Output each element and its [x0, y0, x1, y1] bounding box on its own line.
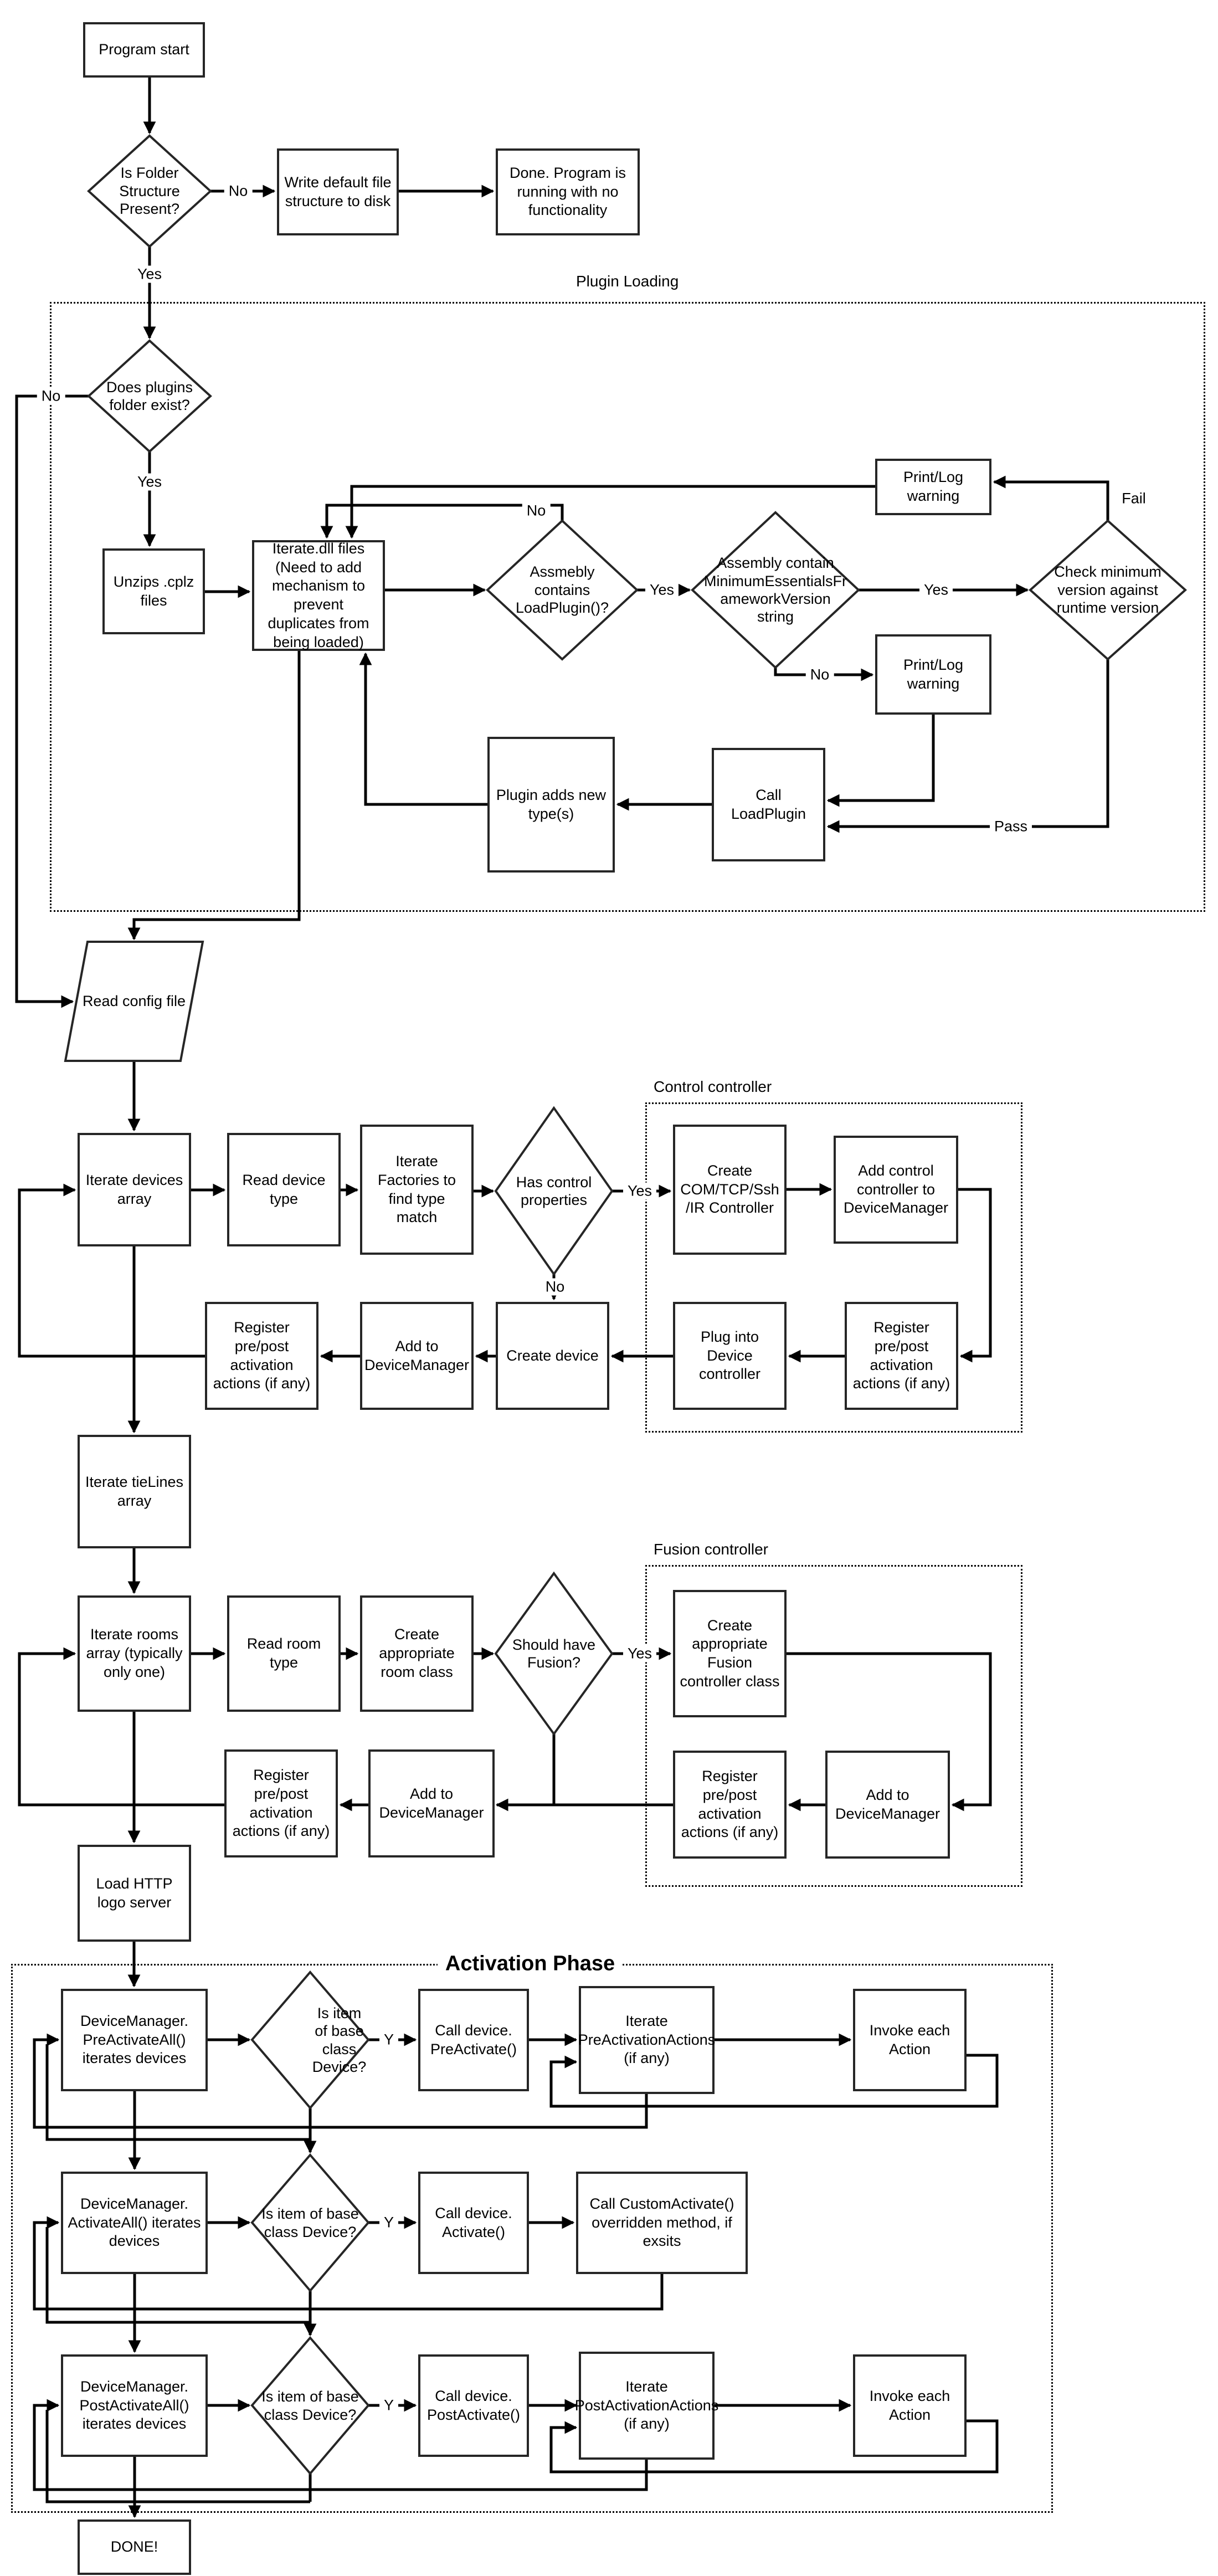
edge-label-hascontrol-yes: Yes [623, 1183, 656, 1200]
node-call-loadplugin: Call LoadPlugin [712, 748, 825, 861]
edge-plugins-no-loop [17, 396, 89, 1002]
node-devicemanager-preactivateall: DeviceManager. PreActivateAll() iterates devices [61, 1989, 208, 2091]
edge-label-checkver-pass: Pass [990, 818, 1032, 835]
node-iterate-rooms: Iterate rooms array (typically only one) [78, 1595, 191, 1712]
edge-label-plugins-yes: Yes [133, 474, 166, 491]
edge-label-minver-yes: Yes [919, 582, 953, 599]
shape-should-fusion-diamond [496, 1573, 612, 1734]
node-unzip-cplz: Unzips .cplz files [102, 548, 205, 634]
edge-addtypes-return [366, 654, 487, 804]
node-register-prepost-control: Register pre/post activation actions (if any) [845, 1302, 958, 1410]
edge-label-base3-y: Y [379, 2397, 398, 2414]
edge-label-folder-no: No [224, 183, 253, 200]
shape-assembly-minver-diamond [692, 512, 859, 668]
node-iterate-tielines: Iterate tieLines array [78, 1435, 191, 1548]
shape-assembly-loadplugin-diamond [487, 521, 637, 659]
node-read-device-type: Read device type [227, 1133, 341, 1246]
edge-iterdll-to-readcfg [134, 651, 299, 939]
edge-label-hascontrol-no: No [541, 1279, 569, 1296]
node-create-room-class: Create appropriate room class [360, 1595, 474, 1712]
node-register-prepost-fusion: Register pre/post activation actions (if any) [673, 1751, 787, 1859]
node-create-com-controller: Create COM/TCP/Ssh /IR Controller [673, 1125, 787, 1255]
shape-folder-check-diamond [89, 136, 210, 247]
shape-check-minver-diamond [1030, 521, 1185, 659]
node-create-device: Create device [496, 1302, 609, 1410]
node-done-no-functionality: Done. Program is running with no functionality [496, 148, 640, 235]
node-invoke-each-action-3: Invoke each Action [853, 2354, 967, 2457]
edge-warn1-return [352, 486, 875, 537]
node-iterate-preactivationactions: Iterate PreActivationActions (if any) [579, 1986, 715, 2094]
shape-has-control-diamond [496, 1108, 612, 1274]
node-print-log-warning-2: Print/Log warning [875, 634, 991, 715]
group-label-control-controller: Control controller [654, 1078, 772, 1095]
label-base1: Is item of base class Device? [312, 2004, 367, 2075]
label-should-fusion: Should have Fusion? [512, 1636, 596, 1671]
node-devicemanager-activateall: DeviceManager. ActivateAll() iterates devices [61, 2172, 208, 2274]
label-has-control: Has control properties [516, 1173, 592, 1208]
node-register-prepost-device: Register pre/post activation actions (if any) [205, 1302, 318, 1410]
edge-label-checkver-fail: Fail [1117, 490, 1150, 507]
label-assembly-loadplugin: Assmebly contains LoadPlugin()? [515, 563, 609, 617]
node-write-default: Write default file structure to disk [277, 148, 399, 235]
label-assembly-minver: Assembly contain MinimumEssentialsFrameworkVersion string [703, 555, 847, 625]
label-check-minver: Check minimum version against runtime version [1054, 563, 1162, 617]
node-iterate-dll: Iterate.dll files (Need to add mechanism to prevent duplicates from being loaded) [252, 540, 385, 651]
shape-base2-diamond [252, 2155, 368, 2291]
node-iterate-factories: Iterate Factories to find type match [360, 1125, 474, 1255]
node-iterate-postactivationactions: Iterate PostActivationActions (if any) [579, 2352, 715, 2460]
edge-label-folder-yes: Yes [133, 266, 166, 283]
node-add-control-controller: Add control controller to DeviceManager [834, 1136, 958, 1244]
node-done: DONE! [78, 2519, 191, 2575]
node-iterate-devices: Iterate devices array [78, 1133, 191, 1246]
group-label-fusion-controller: Fusion controller [654, 1541, 768, 1558]
edge-addctrl-to-regctrl [958, 1189, 990, 1356]
node-call-customactivate: Call CustomActivate() overridden method, if exsits [576, 2172, 748, 2274]
edge-checkver-fail [994, 482, 1108, 521]
node-plugin-adds-types: Plugin adds new type(s) [487, 737, 615, 873]
shape-read-config-parallelogram [65, 942, 203, 1061]
label-base3: Is item of base class Device? [261, 2388, 359, 2423]
edge-label-fusion-yes: Yes [623, 1645, 656, 1662]
label-folder-check: Is Folder Structure Present? [119, 165, 180, 218]
node-load-http-logo-server: Load HTTP logo server [78, 1845, 191, 1942]
node-call-activate: Call device. Activate() [418, 2172, 529, 2274]
node-room-add-to-devicemanager: Add to DeviceManager [368, 1749, 495, 1857]
node-devicemanager-postactivateall: DeviceManager. PostActivateAll() iterates devices [61, 2354, 208, 2457]
shape-base1-diamond [252, 1972, 368, 2108]
label-base2: Is item of base class Device? [261, 2205, 359, 2240]
edge-label-base1-y: Y [379, 2031, 398, 2049]
shape-plugins-exist-diamond [89, 341, 210, 451]
node-plug-into-device-controller: Plug into Device controller [673, 1302, 787, 1410]
node-call-postactivate: Call device. PostActivate() [418, 2354, 529, 2457]
shape-base3-diamond [252, 2338, 368, 2474]
edge-label-plugins-no: No [37, 388, 65, 405]
edge-warn2-to-callload [828, 715, 933, 800]
node-add-to-devicemanager: Add to DeviceManager [360, 1302, 474, 1410]
edge-label-minver-no: No [806, 666, 834, 684]
group-label-activation-phase: Activation Phase [438, 1952, 623, 1976]
edge-label-loadplugin-no: No [522, 502, 551, 520]
label-plugins-exist: Does plugins folder exist? [106, 378, 193, 413]
node-print-log-warning-1: Print/Log warning [875, 459, 991, 515]
node-call-preactivate: Call device. PreActivate() [418, 1989, 529, 2091]
edge-label-loadplugin-yes: Yes [645, 582, 679, 599]
node-register-prepost-room: Register pre/post activation actions (if any) [224, 1749, 338, 1857]
node-program-start: Program start [83, 22, 205, 78]
label-read-config: Read config file [82, 993, 186, 1010]
node-create-fusion-controller: Create appropriate Fusion controller class [673, 1590, 787, 1717]
edge-label-base2-y: Y [379, 2214, 398, 2231]
node-invoke-each-action-1: Invoke each Action [853, 1989, 967, 2091]
node-read-room-type: Read room type [227, 1595, 341, 1712]
node-fusion-add-to-devicemanager: Add to DeviceManager [825, 1751, 950, 1859]
group-label-plugin-loading: Plugin Loading [576, 273, 679, 290]
